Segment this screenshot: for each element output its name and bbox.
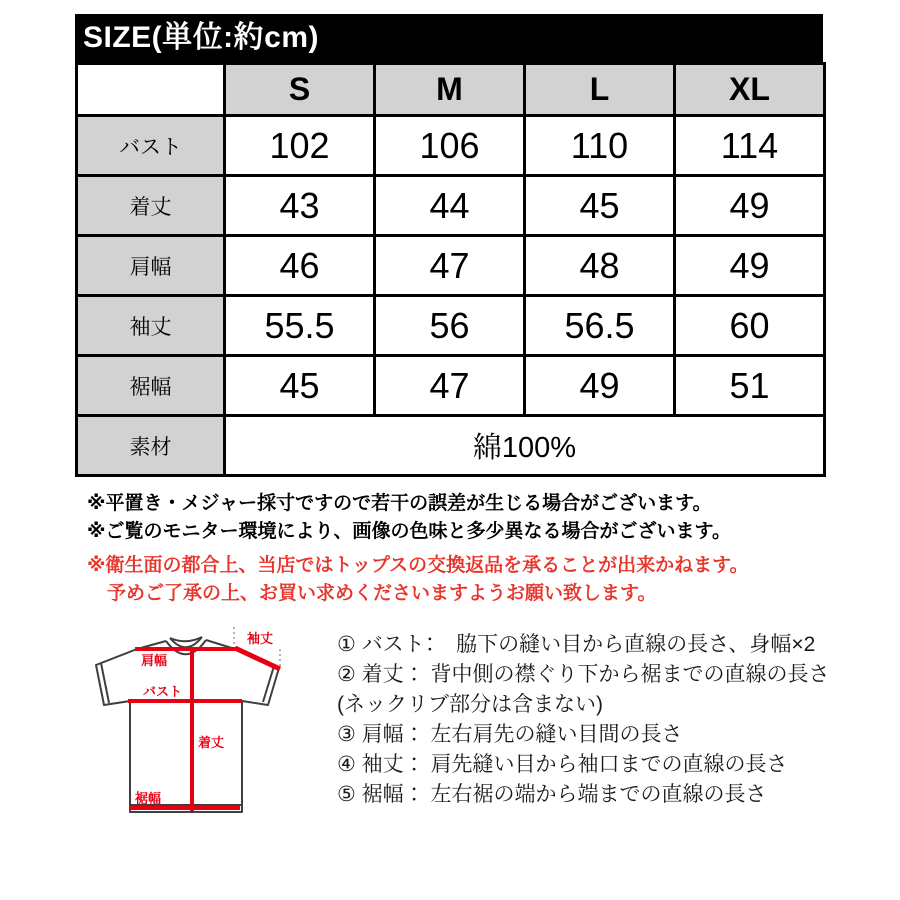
row-label-bust: バスト — [77, 116, 225, 176]
warning-line-2: 予めご了承の上、お買い求めくださいますようお願い致します。 — [107, 583, 657, 604]
cell-sleeve-l: 56.5 — [525, 296, 675, 356]
row-label-length: 着丈 — [77, 176, 225, 236]
measure-guide-item-length-2: (ネックリブ部分は含まない) — [337, 693, 603, 716]
hem-label: 裾幅 — [135, 791, 162, 806]
row-label-hem: 裾幅 — [77, 356, 225, 416]
row-label-material: 素材 — [77, 416, 225, 476]
measure-guide-item-hem: ⑤ 裾幅： 左右裾の端から端までの直線の長さ — [337, 783, 767, 806]
table-corner-cell — [77, 64, 225, 116]
note-line-1: ※平置き・メジャー採寸ですので若干の誤差が生じる場合がございます。 — [87, 493, 712, 514]
table-row-material — [77, 416, 825, 476]
warning-line-1: ※衛生面の都合上、当店ではトップスの交換返品を承ることが出来かねます。 — [87, 555, 749, 576]
row-label-sleeve: 袖丈 — [77, 296, 225, 356]
column-header-m: M — [375, 64, 525, 116]
cell-bust-s: 102 — [225, 116, 375, 176]
cell-bust-xl: 114 — [675, 116, 825, 176]
cell-hem-xl: 51 — [675, 356, 825, 416]
table-row-sleeve — [77, 296, 825, 356]
size-chart-title-bar — [75, 14, 823, 62]
size-table-header-row — [77, 64, 825, 116]
table-row-length — [77, 176, 825, 236]
cell-sleeve-s: 55.5 — [225, 296, 375, 356]
size-chart-title: SIZE(単位:約cm) — [83, 21, 320, 54]
cell-sleeve-xl: 60 — [675, 296, 825, 356]
table-row-bust — [77, 116, 825, 176]
cell-hem-s: 45 — [225, 356, 375, 416]
tshirt-diagram-wrap — [75, 616, 327, 851]
cell-hem-l: 49 — [525, 356, 675, 416]
column-header-s: S — [225, 64, 375, 116]
size-table — [75, 62, 826, 477]
shoulder-label: 肩幅 — [141, 653, 168, 668]
cell-hem-m: 47 — [375, 356, 525, 416]
cell-shoulder-m: 47 — [375, 236, 525, 296]
cell-sleeve-m: 56 — [375, 296, 525, 356]
measure-guide-item-length: ② 着丈： 背中側の襟ぐり下から裾までの直線の長さ — [337, 663, 830, 686]
length-label: 着丈 — [198, 735, 225, 750]
measure-guide-item-shoulder: ③ 肩幅： 左右肩先の縫い目間の長さ — [337, 723, 683, 746]
column-header-l: L — [525, 64, 675, 116]
cell-shoulder-xl: 49 — [675, 236, 825, 296]
measure-guide-item-sleeve: ④ 袖丈： 肩先縫い目から袖口までの直線の長さ — [337, 753, 788, 776]
cell-length-s: 43 — [225, 176, 375, 236]
table-row-hem — [77, 356, 825, 416]
row-label-shoulder: 肩幅 — [77, 236, 225, 296]
tshirt-measurement-diagram — [75, 616, 323, 846]
cell-bust-m: 106 — [375, 116, 525, 176]
cell-length-m: 44 — [375, 176, 525, 236]
cell-length-xl: 49 — [675, 176, 825, 236]
cell-material-value: 綿100% — [225, 416, 825, 476]
measure-guide-item-bust: ① バスト： 脇下の縫い目から直線の長さ、身幅×2 — [337, 633, 816, 656]
sleeve-length-line — [235, 648, 280, 669]
measurement-notes — [75, 490, 823, 546]
column-header-xl: XL — [675, 64, 825, 116]
measure-guide-list — [327, 630, 830, 851]
note-line-2: ※ご覧のモニター環境により、画像の色味と多少異なる場合がございます。 — [87, 521, 731, 542]
cell-bust-l: 110 — [525, 116, 675, 176]
bust-label: バスト — [143, 684, 183, 699]
table-row-shoulder — [77, 236, 825, 296]
measure-guide-section — [75, 616, 830, 851]
return-policy-warning — [75, 552, 823, 608]
cell-shoulder-s: 46 — [225, 236, 375, 296]
size-chart-sheet — [75, 14, 830, 851]
right-cuff-seam — [263, 666, 274, 702]
tshirt-outline — [96, 637, 279, 812]
sleeve-label: 袖丈 — [247, 631, 274, 646]
cell-shoulder-l: 48 — [525, 236, 675, 296]
cell-length-l: 45 — [525, 176, 675, 236]
collar-back — [170, 637, 202, 641]
